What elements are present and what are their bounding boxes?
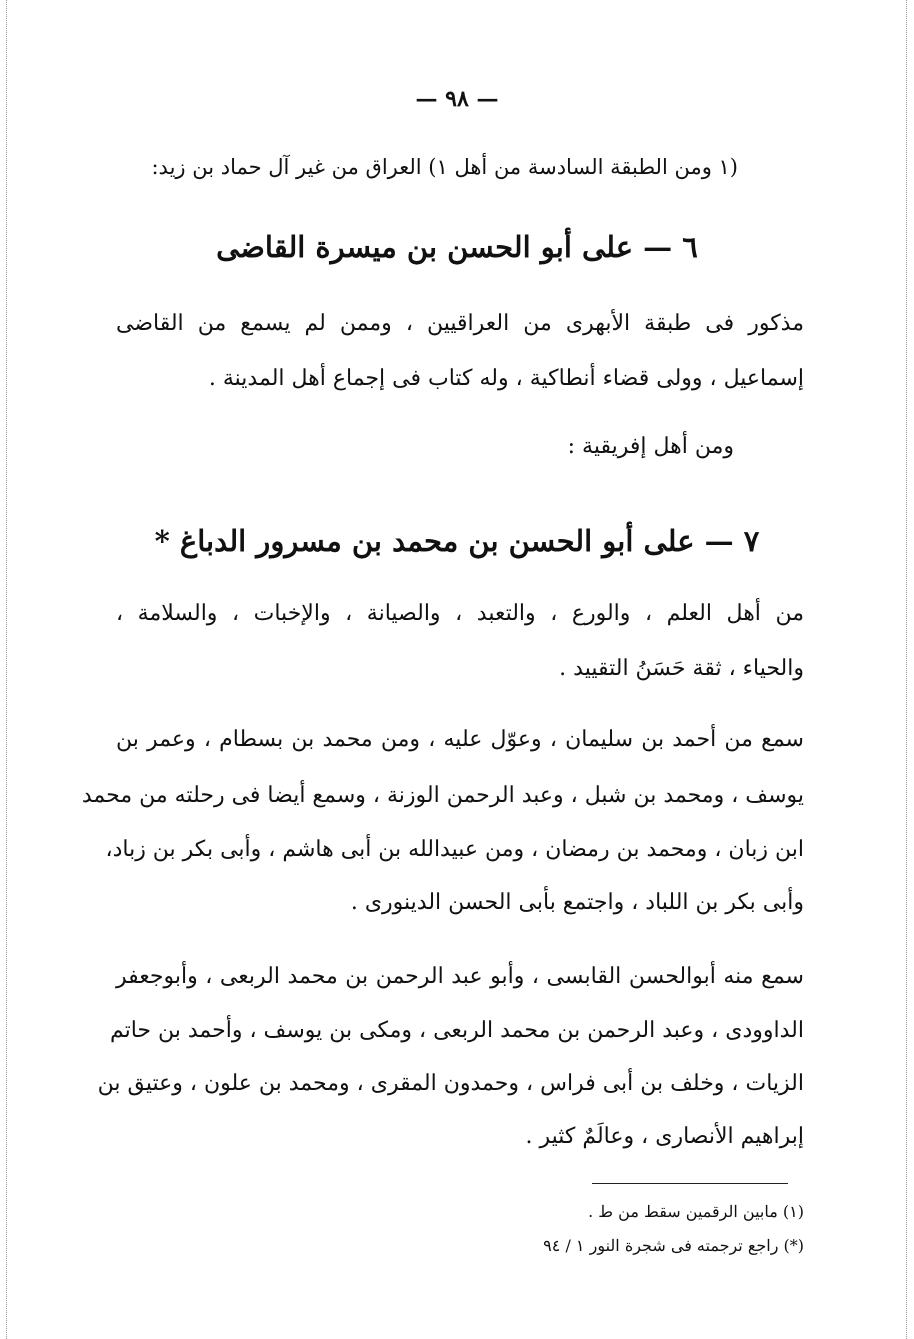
entry-7-para2-line-1: سمع من أحمد بن سليمان ، وعوّل عليه ، ومن محمد بن بسطام ، وعمر بن xyxy=(116,727,804,752)
entry-7-para2-line-2: يوسف ، ومحمد بن شبل ، وعبد الرحمن الوزنة ، وسمع أيضا فى رحلته من محمد xyxy=(81,783,804,808)
entry-7-para1-line-1: من أهل العلم ، والورع ، والتعبد ، والصيانة ، والإخبات ، والسلامة ، xyxy=(116,601,804,626)
footnote-2: (*) راجع ترجمته فى شجرة النور ١ / ٩٤ xyxy=(543,1236,804,1255)
section-intro: (١ ومن الطبقة السادسة من أهل ١) العراق من غير آل حماد بن زيد: xyxy=(151,155,738,179)
footnote-1: (١) مابين الرقمين سقط من ط . xyxy=(588,1202,804,1221)
entry-7-para1-line-2: والحياء ، ثقة حَسَنُ التقييد . xyxy=(559,656,804,681)
entry-7-para3-line-1: سمع منه أبوالحسن القابسى ، وأبو عبد الرحمن بن محمد الربعى ، وأبوجعفر xyxy=(116,964,804,989)
page-number: — ٩٨ — xyxy=(415,86,499,112)
entry-6-line-1: مذكور فى طبقة الأبهرى من العراقيين ، وممن لم يسمع من القاضى xyxy=(116,311,804,336)
entry-6-line-2: إسماعيل ، وولى قضاء أنطاكية ، وله كتاب فى إجماع أهل المدينة . xyxy=(208,366,804,391)
scan-edge-right xyxy=(906,0,907,1339)
entry-7-para3-line-3: الزيات ، وخلف بن أبى فراس ، وحمدون المقرى ، ومحمد بن علون ، وعتيق بن xyxy=(97,1071,804,1096)
scan-edge-left xyxy=(6,0,7,1339)
entry-7-para2-line-4: وأبى بكر بن اللباد ، واجتمع بأبى الحسن الدينورى . xyxy=(350,890,804,915)
africa-intro: ومن أهل إفريقية : xyxy=(567,434,734,459)
entry-7-para2-line-3: ابن زبان ، ومحمد بن رمضان ، ومن عبيدالله بن أبى هاشم ، وأبى بكر بن زباد، xyxy=(105,837,804,862)
entry-7-para3-line-2: الداوودى ، وعبد الرحمن بن محمد الربعى ، ومكى بن يوسف ، وأحمد بن حاتم xyxy=(109,1018,804,1043)
entry-7-para3-line-4: إبراهيم الأنصارى ، وعالَمٌ كثير . xyxy=(525,1124,804,1149)
entry-7-heading: ٧ — على أبو الحسن بن محمد بن مسرور الدباغ * xyxy=(154,524,760,558)
entry-6-heading: ٦ — على أبو الحسن بن ميسرة القاضى xyxy=(216,230,698,264)
footnote-separator xyxy=(592,1183,788,1184)
